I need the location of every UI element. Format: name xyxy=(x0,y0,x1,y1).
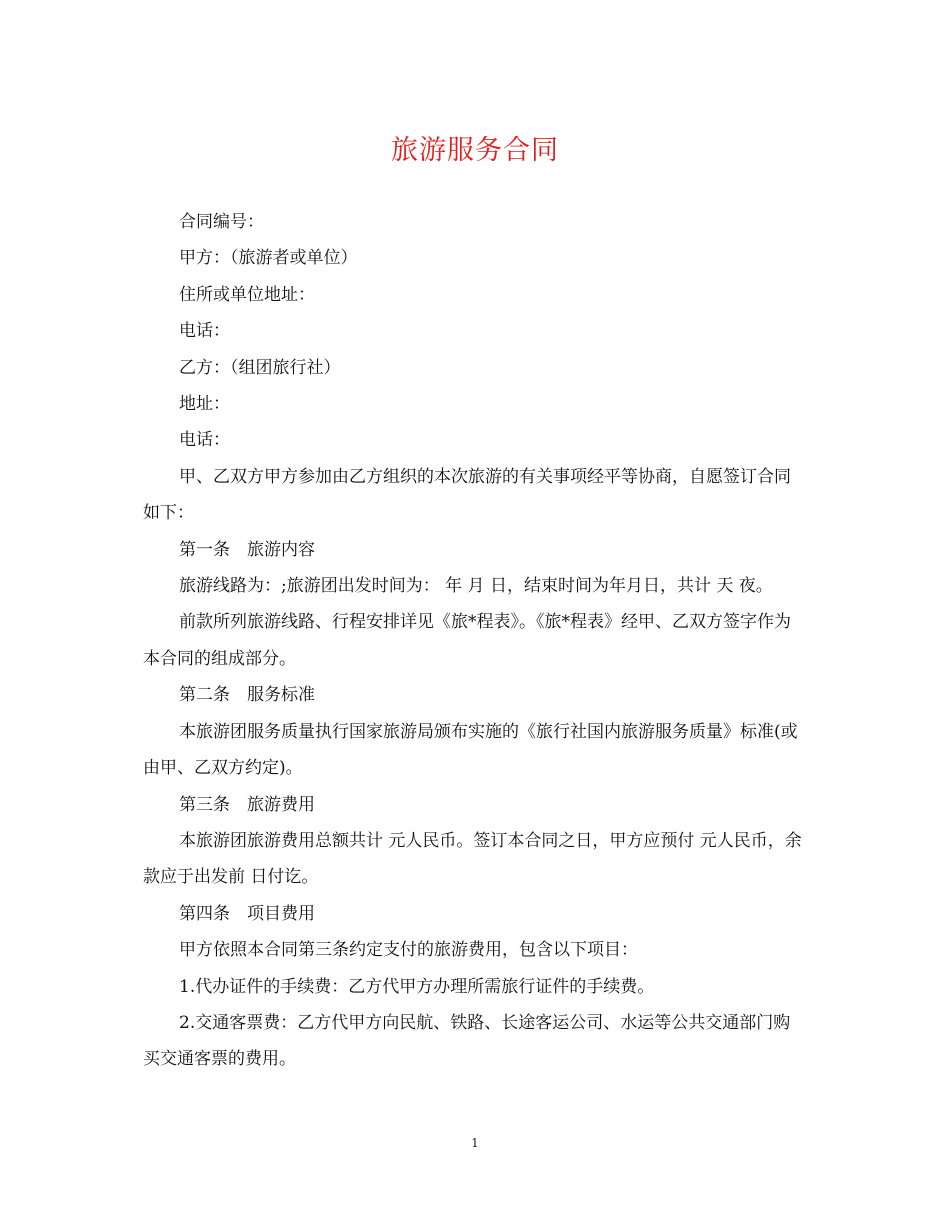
party-a-phone-line: 电话： xyxy=(179,321,230,342)
article-1-paragraph-2: 前款所列旅游线路、行程安排详见《旅*程表》。《旅*程表》经甲、乙双方签字作为本合同的组成部分。 xyxy=(143,612,791,669)
preamble-paragraph: 甲、乙双方甲方参加由乙方组织的本次旅游的有关事项经平等协商，自愿签订合同如下： xyxy=(143,466,791,524)
article-1-heading: 第一条 旅游内容 xyxy=(179,539,315,560)
page-number: 1 xyxy=(471,1136,479,1150)
document-body xyxy=(143,204,805,1078)
article-4-intro: 甲方依照本合同第三条约定支付的旅游费用，包含以下项目： xyxy=(179,940,638,961)
contract-number-line: 合同编号： xyxy=(179,212,264,232)
party-a-line: 甲方：（旅游者或单位） xyxy=(179,248,358,269)
article-1-paragraph-1: 旅游线路为：;旅游团出发时间为： 年 月 日，结束时间为年月日，共计 天 夜。 xyxy=(179,576,773,597)
party-b-line: 乙方：（组团旅行社） xyxy=(179,357,341,378)
article-4-item-1: 1.代办证件的手续费：乙方代甲方办理所需旅行证件的手续费。 xyxy=(179,976,655,997)
party-b-address-line: 地址： xyxy=(179,394,230,415)
article-3-paragraph: 本旅游团旅游费用总额共计 元人民币。签订本合同之日，甲方应预付 元人民币，余款应于出发前 日付讫。 xyxy=(143,830,802,888)
article-3-heading: 第三条 旅游费用 xyxy=(179,794,315,815)
document-title: 旅游服务合同 xyxy=(391,135,559,166)
article-4-heading: 第四条 项目费用 xyxy=(179,903,315,924)
article-2-heading: 第二条 服务标准 xyxy=(179,685,315,706)
party-b-phone-line: 电话： xyxy=(179,430,230,451)
article-2-paragraph: 本旅游团服务质量执行国家旅游局颁布实施的《旅行社国内旅游服务质量》标准(或由甲、乙双方约定)。 xyxy=(143,721,798,779)
article-4-item-2: 2.交通客票费：乙方代甲方向民航、铁路、长途客运公司、水运等公共交通部门购买交通客票的费用。 xyxy=(143,1012,791,1070)
party-a-address-line: 住所或单位地址： xyxy=(179,284,315,305)
